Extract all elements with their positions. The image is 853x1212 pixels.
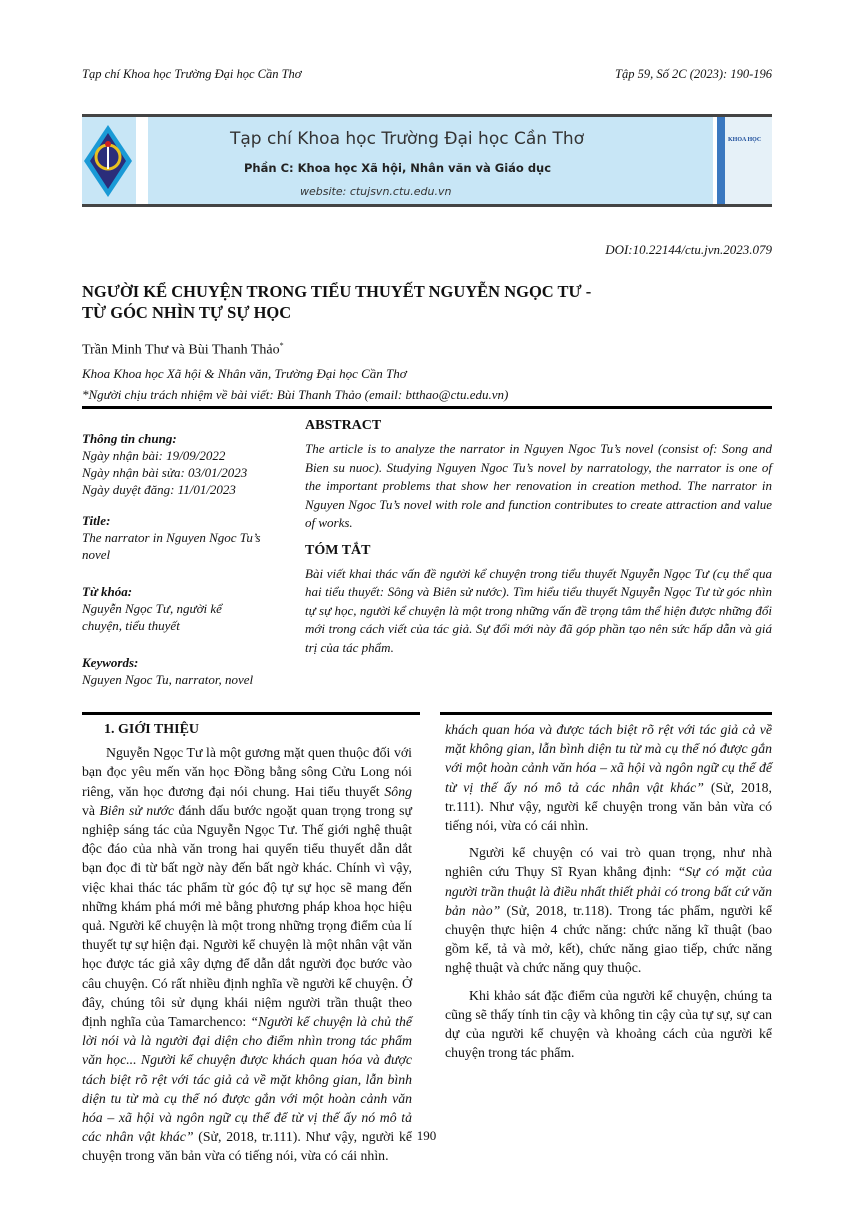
banner-subtitle: Phần C: Khoa học Xã hội, Nhân văn và Giáo dục [244, 161, 552, 175]
text: (Sử, 2018, tr.111). Như vậy, người kể chuyện trong văn bản vừa có tiếng nói, vừa có cái nhìn. [445, 779, 773, 834]
university-logo [82, 117, 134, 204]
text: Người kể chuyện có vai trò quan trọng, như nhà nghiên cứu Thụy Sĩ Ryan khẳng định: [445, 845, 772, 880]
novel-title: Sông [384, 783, 412, 799]
keywords-vi: Nguyễn Ngọc Tư, người kể chuyện, tiểu thuyết [82, 601, 222, 633]
text: đánh dấu bước ngoặt quan trọng trong sự nghiệp sáng tác của Nguyễn Ngọc Tư. Thế giới nghệ thuật độc đáo của nhà văn trong hai quyển tiểu thuyết dẫn dắt bạn đọc đi từ bất ngờ này đến bất ngờ khác. Chính vì vậy, việc khai thác tác phẩm từ góc độ tự sự học sẽ mang đến những khám phá mới mẻ bằng phương pháp khoa học hiệu quả. Người kể chuyện là một trong những trọng điểm của lí thuyết tự sự hiện đại. Người kể chuyện là một nhân vật văn học được tác giả xây dựng để dẫn dắt người đọc bước vào câu chuyện. Có rất nhiều định nghĩa về người kể chuyện. Ở đây, chúng tôi sử dụng khái niệm người trần thuật theo định nghĩa của Tamarchenco: [82, 802, 412, 1030]
keywords-en: Nguyen Ngoc Tu, narrator, novel [82, 672, 254, 687]
text: (Sử, 2018, tr.111). Như vậy, người kể chuyện trong văn bản vừa có tiếng nói, vừa có cái nhìn. [82, 1129, 412, 1164]
title-heading: Title: [82, 513, 111, 528]
revised-date: Ngày nhận bài sửa: 03/01/2023 [82, 465, 248, 480]
cover-title: KHOA HỌC [728, 137, 762, 143]
article-title [82, 281, 591, 323]
body-column-right [445, 720, 772, 1070]
doi: DOI:10.22144/ctu.jvn.2023.079 [605, 242, 772, 257]
abstract-text: The article is to analyze the narrator in Nguyen Ngoc Tu’s novel (consist of: Song and Bien su nuoc). Studying Nguyen Ngoc Tu’s novel by narratology, the narrator is one of the important problems that show her renovation in creation method. The narrator in Nguyen Ngoc Tu’s novel with role and function contributes to create attraction and value of works. [305, 441, 772, 530]
banner-website: website: ctujsvn.ctu.edu.vn [300, 185, 452, 198]
text: (Sử, 2018, tr.118). Trong tác phẩm, người kể chuyện thực hiện 4 chức năng: chức năng kĩ thuật (bao gồm kể, tả và mở, kết), chức năng giao tiếp, chức năng nghệ thuật và chức năng quy thuộc. [445, 902, 773, 976]
authors [82, 341, 284, 359]
title-line: NGƯỜI KỂ CHUYỆN TRONG TIỂU THUYẾT NGUYỄN NGỌC TƯ - [82, 282, 592, 301]
divider [440, 712, 772, 715]
keywords-en-heading: Keywords: [82, 655, 139, 670]
abstract-section [305, 418, 772, 663]
paragraph-continued: khách quan hóa và được tách biệt rõ rệt với tác giả cả về mặt không gian, lẫn bình diện tu từ mà cụ thể nó được gắn với một hoàn cảnh văn hóa – xã hội và ngôn ngữ cụ thể để từ vị thế ấy nó mô tả các nhân vật khác” (Sử, 2018, tr.111). Như vậy, người kể chuyện trong văn bản vừa có tiếng nói, vừa có cái nhìn. [445, 722, 773, 834]
journal-cover-thumbnail [713, 117, 772, 204]
page-number: 190 [416, 1128, 437, 1143]
received-date: Ngày nhận bài: 19/09/2022 [82, 448, 226, 463]
paragraph: Khi khảo sát đặc điểm của người kể chuyện, chúng ta cũng sẽ thấy tính tin cậy và không tin cậy của tự sự, sự can dự của người kể chuyện và khoảng cách của người kể chuyện trong tác phẩm. [445, 987, 772, 1061]
paragraph [445, 843, 772, 977]
tom-tat-heading: TÓM TẮT [305, 542, 371, 558]
author-names: Trần Minh Thư và Bùi Thanh Thảo [82, 342, 280, 358]
keywords-vi-heading: Từ khóa: [82, 584, 133, 599]
article-info [82, 430, 287, 688]
banner-title: Tạp chí Khoa học Trường Đại học Cần Thơ [230, 129, 585, 149]
body-column-left [82, 720, 412, 1164]
journal-banner [82, 114, 772, 207]
divider [82, 406, 772, 409]
novel-title: Biên sử nước [99, 802, 175, 818]
title-line: TỪ GÓC NHÌN TỰ SỰ HỌC [82, 303, 292, 322]
quote: “Sự có mặt của người trần thuật là điều nhất thiết phải có trong bất cứ văn bản nào” [445, 864, 772, 918]
corresponding-mark: * [279, 341, 284, 350]
quote: “Người kể chuyện là chủ thể lời nói và là người đại diện cho điểm nhìn trong tác phẩm văn học... Người kể chuyện được khách quan hóa và được tách biệt rõ rệt với tác giả cả về mặt không gian, lẫn bình diện tu từ mà cụ thể nó được gắn với một hoàn cảnh văn hóa – xã hội và ngôn ngữ cụ thể để từ vị thế ấy nó mô tả các nhân vật khác” [82, 1014, 412, 1145]
text: Nguyễn Ngọc Tư là một gương mặt quen thuộc đối với bạn đọc yêu mến văn học Đồng bằng sông Cửu Long nói riêng, văn học đương đại nói chung. Hai tiểu thuyết [82, 745, 412, 799]
divider [82, 712, 420, 715]
english-title: The narrator in Nguyen Ngoc Tu’s novel [82, 530, 261, 562]
tom-tat-text: Bài viết khai thác vấn đề người kể chuyện trong tiểu thuyết Nguyễn Ngọc Tư (cụ thể qua hai tiểu thuyết: Sông và Biên sử nước). Tìm hiểu tiểu thuyết Nguyễn Ngọc Tư từ góc nhìn tự sự học, người kể chuyện là một trong những vấn đề trọng tâm thể hiện được những đổi mới trong cách viết của tác giả. Sự đổi mới này đã góp phần tạo nên sức hấp dẫn và giá trị của tác phẩm. [305, 565, 772, 655]
running-header-issue: Tập 59, Số 2C (2023): 190-196 [615, 67, 772, 81]
section-heading: 1. GIỚI THIỆU [104, 722, 200, 737]
affiliation: Khoa Khoa học Xã hội & Nhân văn, Trường Đại học Cần Thơ [82, 366, 407, 381]
text: và [82, 802, 100, 818]
accepted-date: Ngày duyệt đăng: 11/01/2023 [82, 482, 236, 497]
corresponding-author: *Người chịu trách nhiệm về bài viết: Bùi Thanh Thảo (email: btthao@ctu.edu.vn) [82, 387, 509, 402]
abstract-heading: ABSTRACT [305, 418, 382, 433]
info-heading: Thông tin chung: [82, 431, 177, 446]
paragraph [82, 743, 412, 1165]
running-header-journal: Tạp chí Khoa học Trường Đại học Cần Thơ [82, 67, 302, 81]
